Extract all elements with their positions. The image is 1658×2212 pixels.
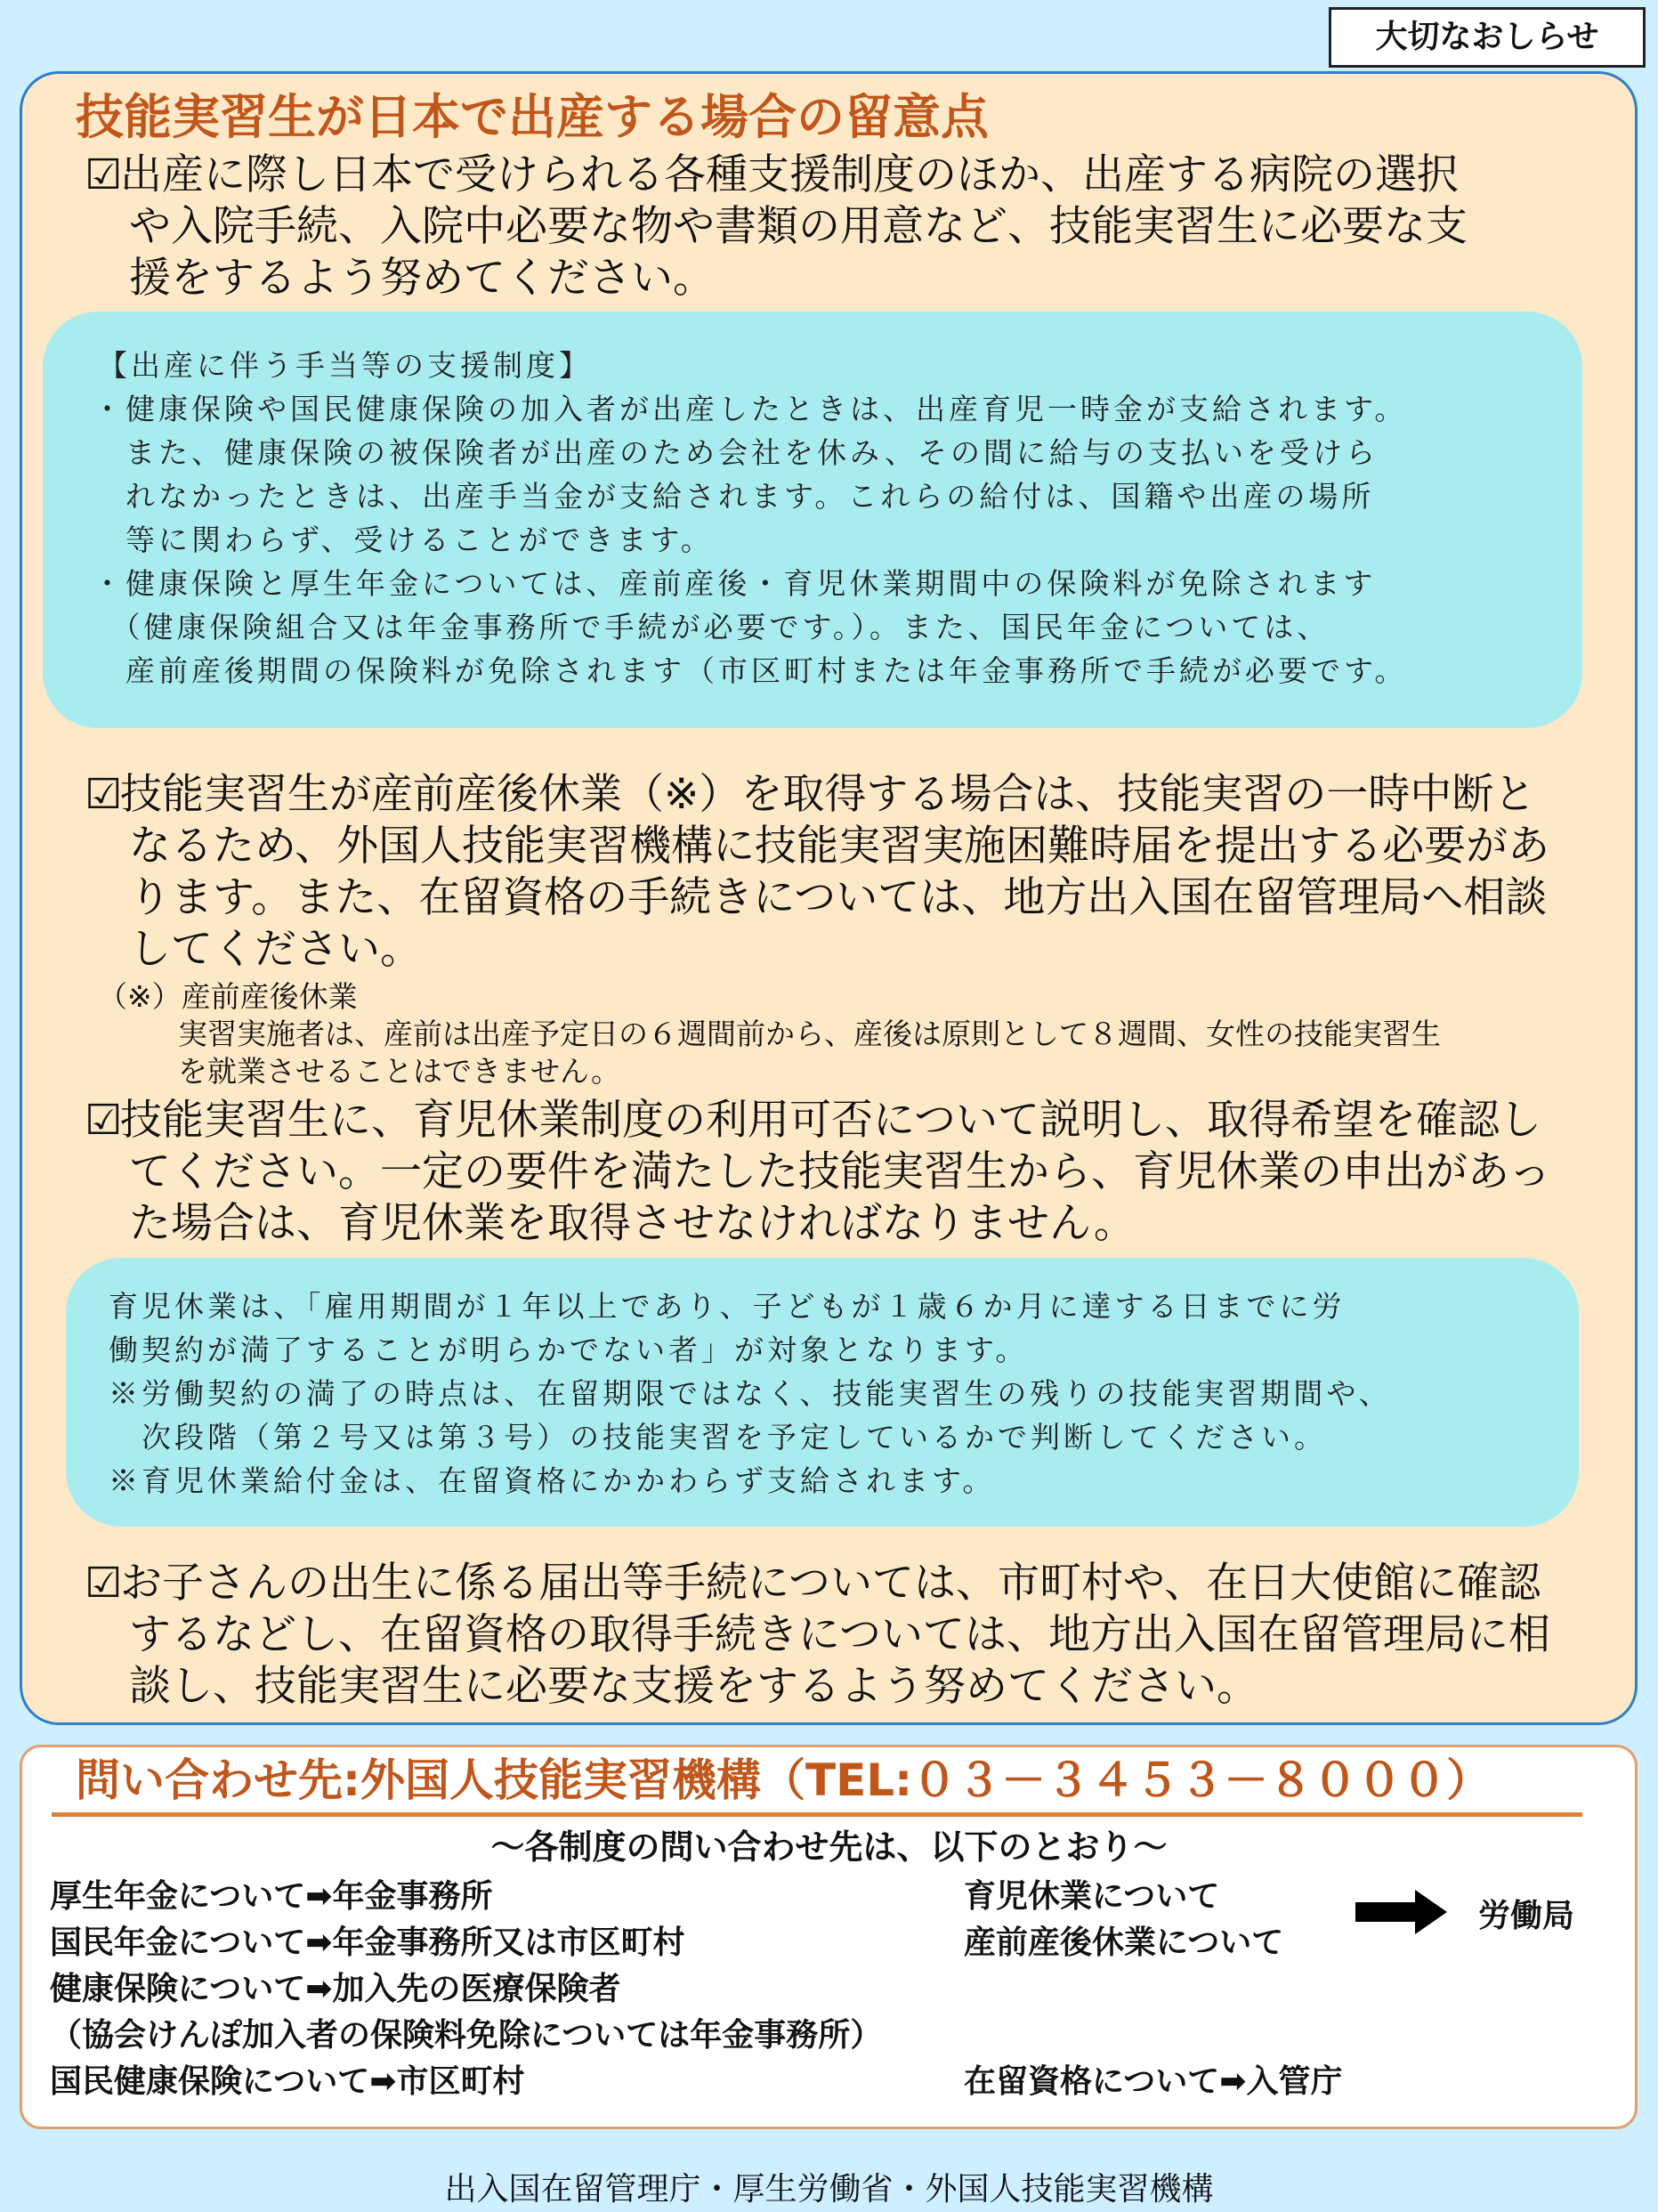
section-birth-registration — [85, 1558, 1550, 1713]
contact-item-employee-pension: 厚生年金について➡年金事務所 — [50, 1878, 493, 1915]
benefits-line-3: れなかったときは、出産手当金が支給されます。これらの給付は、国籍や出産の場所 — [93, 479, 1375, 514]
contact-subtitle: ～各制度の問い合わせ先は、以下のとおり～ — [490, 1827, 1168, 1867]
page-title: 技能実習生が日本で出産する場合の留意点 — [76, 89, 989, 145]
arrow-right-icon-head — [1415, 1890, 1447, 1934]
childcare-line-2: 働契約が満了することが明らかでない者」が対象となります。 — [109, 1333, 1029, 1367]
benefits-line-6: （健康保険組合又は年金事務所で手続が必要です。）。また、国民年金については、 — [93, 610, 1330, 644]
checkbox-icon: ☑ — [85, 1096, 123, 1145]
contact-item-maternity-leave: 産前産後休業について — [964, 1924, 1284, 1961]
section1-line-3: 援をするよう努めてください。 — [129, 254, 715, 303]
arrow-right-icon — [1355, 1902, 1418, 1922]
contact-item-health-insurance: 健康保険について➡加入先の医療保険者 — [50, 1971, 621, 2007]
childcare-line-5: ※育児休業給付金は、在留資格にかかわらず支給されます。 — [109, 1463, 996, 1498]
benefits-heading: 【出産に伴う手当等の支援制度】 — [98, 348, 592, 383]
childcare-leave-box — [66, 1258, 1579, 1527]
checkbox-icon: ☑ — [85, 150, 123, 199]
section1-line-1: 出産に際し日本で受けられる各種支援制度のほか、出産する病院の選択 — [120, 150, 1459, 199]
section-maternity-leave — [85, 769, 1549, 976]
contact-item-national-health-insurance: 国民健康保険について➡市区町村 — [50, 2063, 525, 2100]
section4-line-1: お子さんの出生に係る届出等手続については、市町村や、在日大使館に確認 — [120, 1559, 1541, 1608]
benefits-line-2: また、健康保険の被保険者が出産のため会社を休み、その間に給与の支払いを受けら — [93, 435, 1379, 470]
section-childcare-leave — [85, 1095, 1551, 1250]
checkbox-icon: ☑ — [85, 770, 123, 819]
section-support-systems — [85, 150, 1468, 304]
benefits-line-1: ・健康保険や国民健康保険の加入者が出産したときは、出産育児一時金が支給されます。 — [93, 392, 1408, 426]
maternity-leave-note-line-2: を就業させることはできません。 — [178, 1054, 620, 1089]
contact-title: 問い合わせ先:外国人技能実習機構（TEL:０３－３４５３－８０００） — [76, 1754, 1492, 1806]
section3-line-2: てください。一定の要件を満たした技能実習生から、育児休業の申出があっ — [129, 1147, 1551, 1196]
section1-line-2: や入院手続、入院中必要な物や書類の用意など、技能実習生に必要な支 — [129, 202, 1468, 251]
section2-line-4: してください。 — [129, 925, 422, 974]
important-notice-badge: 大切なおしらせ — [1329, 7, 1646, 68]
section3-line-1: 技能実習生に、育児休業制度の利用可否について説明し、取得希望を確認し — [120, 1096, 1542, 1145]
labor-bureau-label: 労働局 — [1478, 1898, 1575, 1934]
section4-line-2: するなどし、在留資格の取得手続きについては、地方出入国在留管理局に相 — [129, 1610, 1551, 1659]
benefits-line-5: ・健康保険と厚生年金については、産前産後・育児休業期間中の保険料が免除されます — [93, 566, 1377, 601]
section3-line-3: た場合は、育児休業を取得させなければなりません。 — [129, 1199, 1136, 1248]
section2-line-2: なるため、外国人技能実習機構に技能実習実施困難時届を提出する必要があ — [129, 822, 1550, 871]
childcare-line-1: 育児休業は、「雇用期間が１年以上であり、子どもが１歳６か月に達する日までに労 — [109, 1289, 1346, 1324]
contact-item-residence-status: 在留資格について➡入管庁 — [964, 2063, 1343, 2100]
section4-line-3: 談し、技能実習生に必要な支援をするよう努めてください。 — [129, 1662, 1258, 1711]
section2-line-1: 技能実習生が産前産後休業（※）を取得する場合は、技能実習の一時中断と — [120, 770, 1536, 819]
checkbox-icon: ☑ — [85, 1559, 123, 1608]
contact-item-childcare-leave: 育児休業について — [964, 1878, 1220, 1915]
childcare-line-3: ※労働契約の満了の時点は、在留期限ではなく、技能実習生の残りの技能実習期間や、 — [109, 1376, 1392, 1411]
benefits-line-7: 産前産後期間の保険料が免除されます（市区町村または年金事務所で手続が必要です。 — [93, 653, 1408, 688]
maternity-leave-note-label: （※）産前産後休業 — [98, 979, 358, 1014]
benefits-line-4: 等に関わらず、受けることができます。 — [93, 523, 714, 557]
contact-item-national-pension: 国民年金について➡年金事務所又は市区町村 — [50, 1924, 685, 1961]
footer-organizations: 出入国在留管理庁・厚生労働省・外国人技能実習機構 — [444, 2171, 1214, 2208]
contact-title-underline — [52, 1812, 1582, 1817]
childbirth-benefits-box — [43, 312, 1582, 728]
maternity-leave-note-line-1: 実習実施者は、産前は出産予定日の６週間前から、産後は原則として８週間、女性の技能実習生 — [178, 1017, 1441, 1051]
contact-item-kyokai-kenpo: （協会けんぽ加入者の保険料免除については年金事務所） — [50, 2017, 883, 2054]
section2-line-3: ります。また、在留資格の手続きについては、地方出入国在留管理局へ相談 — [129, 873, 1548, 922]
childcare-line-4: 次段階（第２号又は第３号）の技能実習を予定しているかで判断してください。 — [109, 1420, 1327, 1454]
